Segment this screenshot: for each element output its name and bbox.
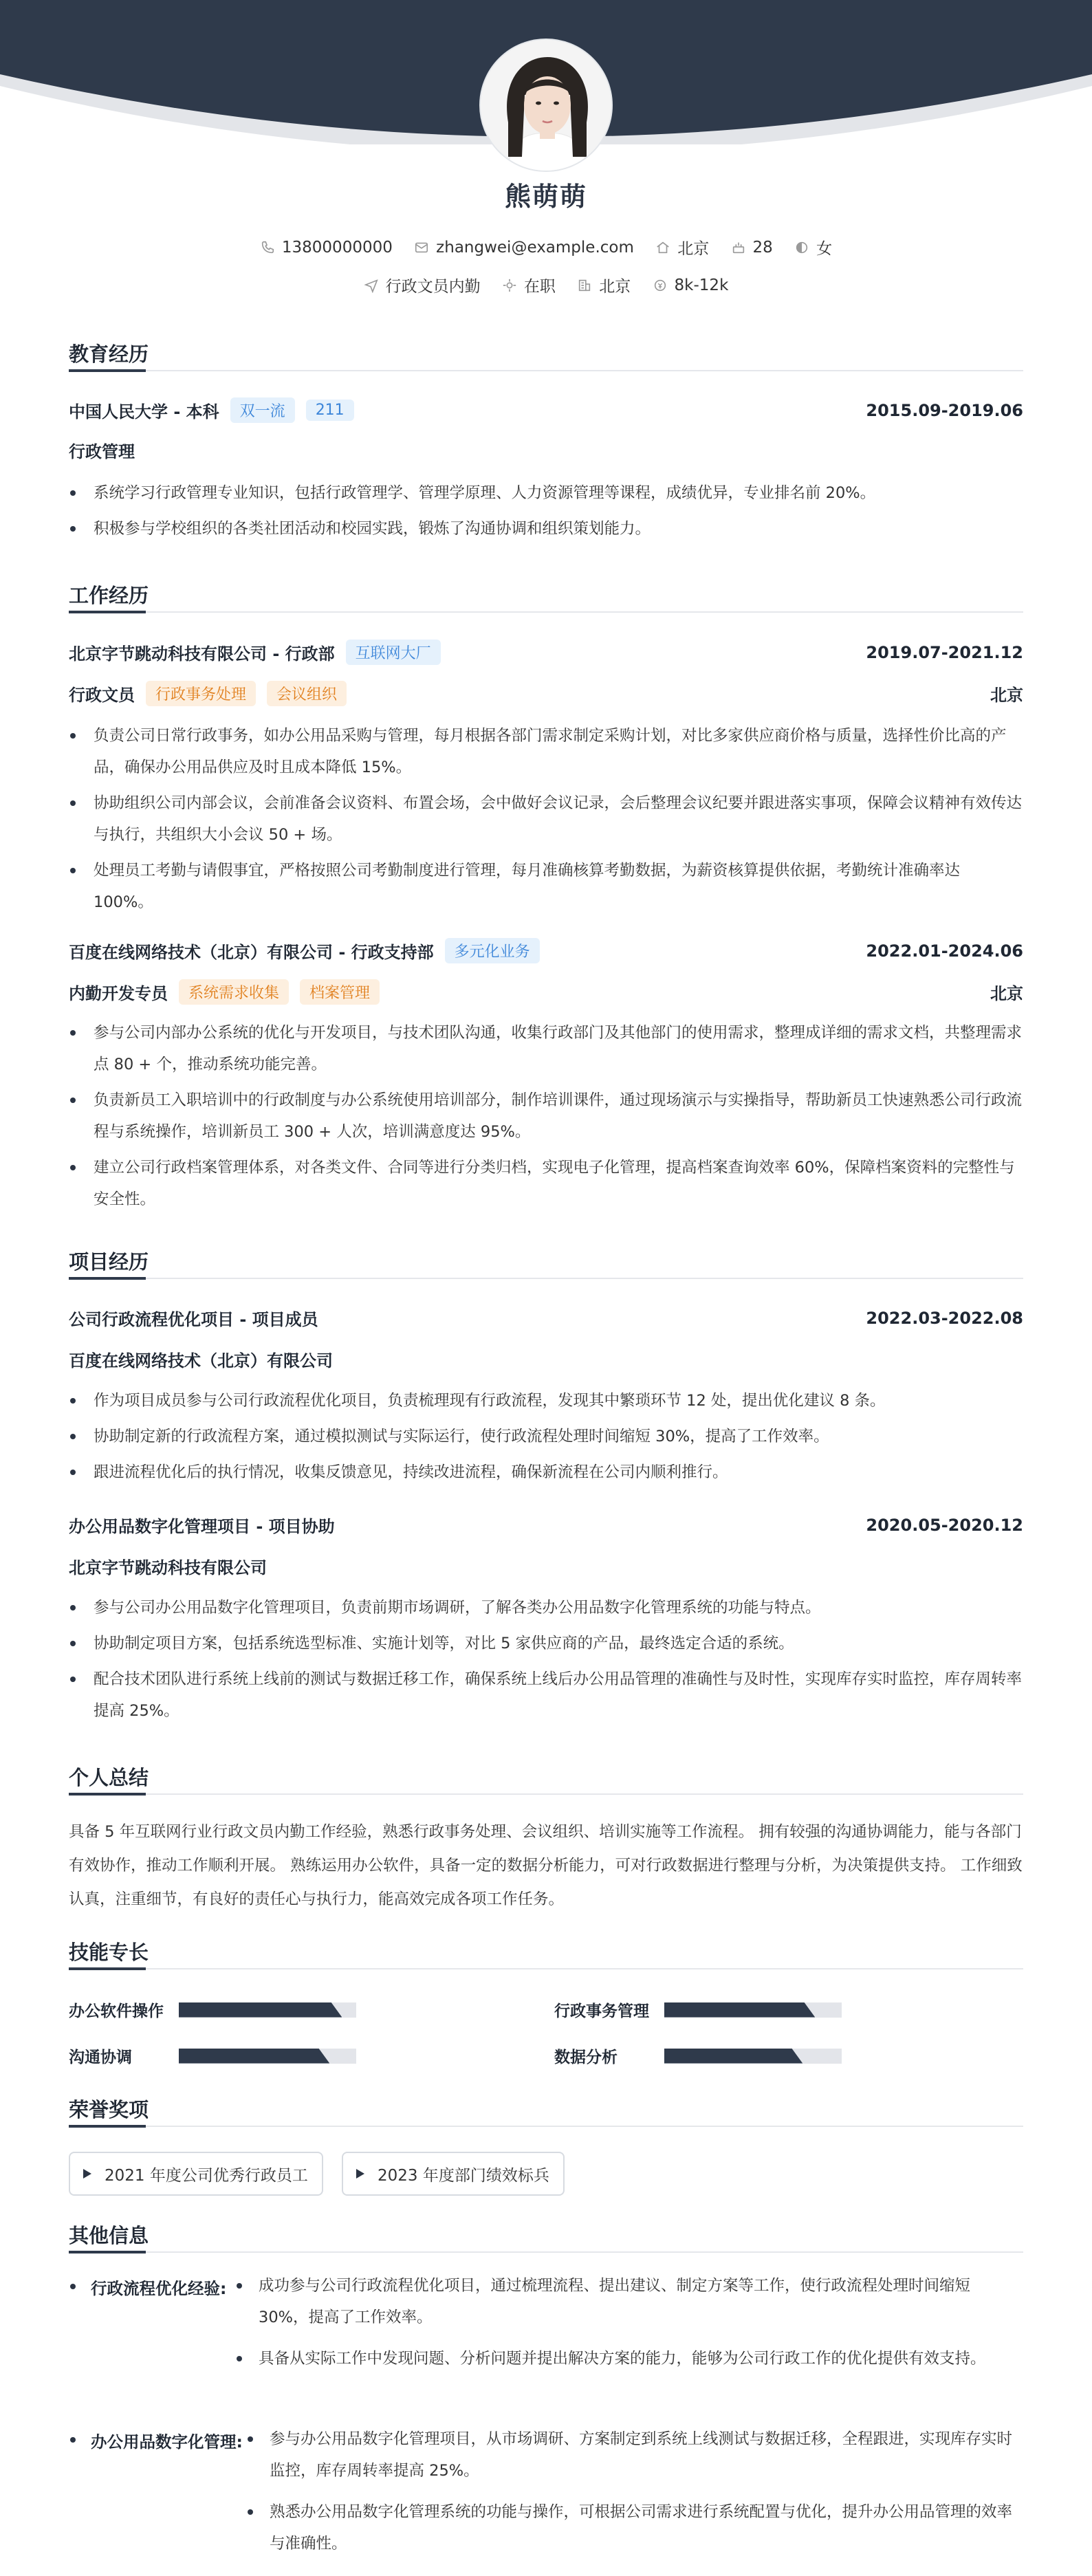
- skill-bar-fill: [179, 2002, 342, 2018]
- home-icon: [655, 240, 670, 255]
- project-date: 2020.05-2020.12: [866, 1515, 1023, 1535]
- other-item-list: [246, 2423, 1023, 2569]
- major-row: [69, 438, 1023, 462]
- status-value: 在职: [523, 278, 556, 296]
- age-value: 28: [752, 238, 773, 256]
- work-date: 2019.07-2021.12: [866, 642, 1023, 662]
- divider: [69, 1793, 1023, 1795]
- other-item: [69, 2275, 1023, 2392]
- skill-bar: [179, 2002, 356, 2018]
- position-value: 行政文员内勤: [385, 278, 481, 296]
- project-date: 2022.03-2022.08: [866, 1308, 1023, 1328]
- work-bullets: [69, 720, 1023, 922]
- project-company-row: [69, 1554, 1023, 1578]
- mail-icon: [414, 240, 429, 255]
- status-icon: [502, 278, 517, 293]
- send-icon: [364, 278, 379, 293]
- gender-item: [794, 236, 832, 259]
- email-value: zhangwei@example.com: [436, 238, 634, 256]
- salary-value: 8k-12k: [674, 276, 729, 294]
- skill-item: [554, 2044, 842, 2067]
- list-item: 负责新员工入职培训中的行政制度与办公系统使用培训部分，制作培训课件，通过现场演示与实操指导，帮助新员工快速熟悉公司行政流程与系统操作，培训新员工 300 + 人次，培训满意度达 95%。: [69, 1084, 1023, 1148]
- work-city: 北京: [990, 984, 1023, 1003]
- divider: [69, 370, 1023, 371]
- major: 行政管理: [69, 442, 135, 461]
- salary-item: [653, 276, 729, 294]
- work-bullets: [69, 1017, 1023, 1219]
- role-tag: 会议组织: [267, 681, 347, 706]
- contact-row: [0, 236, 1092, 259]
- school-tag: 211: [306, 400, 354, 421]
- school-name: 中国人民大学 - 本科: [69, 402, 219, 422]
- play-icon: [83, 2168, 92, 2179]
- project-header: [69, 1306, 1023, 1330]
- role-row: [69, 681, 1023, 706]
- age-item: [731, 239, 773, 256]
- phone-icon: [260, 240, 275, 255]
- divider-accent: [69, 2125, 146, 2128]
- location-value: 北京: [677, 240, 710, 258]
- skill-item: [69, 1998, 356, 2021]
- divider: [69, 2251, 1023, 2253]
- building-icon: [577, 278, 592, 293]
- project-header: [69, 1513, 1023, 1537]
- list-item: 跟进流程优化后的执行情况，收集反馈意见，持续改进流程，确保新流程在公司内顺利推行。: [69, 1456, 1023, 1488]
- section-title-work: 工作经历: [69, 584, 149, 607]
- section-title-projects: 项目经历: [69, 1250, 149, 1274]
- list-item: 积极参与学校组织的各类社团活动和校园实践，锻炼了沟通协调和组织策划能力。: [69, 513, 1023, 545]
- candidate-name: 熊萌萌: [504, 182, 587, 212]
- summary-text: 具备 5 年互联网行业行政文员内勤工作经验，熟悉行政事务处理、会议组织、培训实施等工作流程。 拥有较强的沟通协调能力，能与各部门有效协作，推动工作顺利开展。 熟练运用办公软件，具备一定的数据分析能力，可对行政数据进行整理与分析，为决策提供支持。 工作细致认真，注重细节，有良好的责任心与执行力，能高效完成各项工作任务。: [69, 1823, 1023, 1908]
- school-tag: 双一流: [230, 397, 295, 423]
- project-company-row: [69, 1347, 1023, 1371]
- education-header: [69, 397, 1023, 423]
- section-title-other: 其他信息: [69, 2224, 149, 2247]
- list-item: 负责公司日常行政事务，如办公用品采购与管理，每月根据各部门需求制定采购计划，对比多家供应商价格与质量，选择性价比高的产品，确保办公用品供应及时且成本降低 15%。: [69, 720, 1023, 783]
- work-header: [69, 938, 1023, 963]
- divider: [69, 2126, 1023, 2127]
- skill-name: 数据分析: [554, 2049, 618, 2066]
- section-title-awards: 荣誉奖项: [69, 2098, 149, 2121]
- role-row: [69, 979, 1023, 1005]
- list-item: 参与公司内部办公系统的优化与开发项目，与技术团队沟通，收集行政部门及其他部门的使用需求，整理成详细的需求文档，共整理需求点 80 + 个，推动系统功能完善。: [69, 1017, 1023, 1080]
- divider-accent: [69, 611, 146, 613]
- list-item: 参与办公用品数字化管理项目，从市场调研、方案制定到系统上线测试与数据迁移，全程跟进，实现库存实时监控，库存周转率提高 25%。: [246, 2423, 1023, 2487]
- skill-bar: [179, 2049, 356, 2064]
- location-item: [655, 236, 709, 259]
- role-tag: 系统需求收集: [179, 979, 289, 1005]
- award-label: 2023 年度部门绩效标兵: [378, 2166, 549, 2185]
- other-item-list: [235, 2270, 1023, 2384]
- company-tag: 互联网大厂: [346, 640, 441, 665]
- education-date: 2015.09-2019.06: [866, 400, 1023, 420]
- divider-accent: [69, 1277, 146, 1280]
- email-item: [414, 239, 634, 256]
- list-item: 具备从实际工作中发现问题、分析问题并提出解决方案的能力，能够为公司行政工作的优化提供有效支持。: [235, 2343, 1023, 2375]
- list-item: 熟悉办公用品数字化管理系统的功能与操作，可根据公司需求进行系统配置与优化，提升办公用品管理的效率与准确性。: [246, 2496, 1023, 2559]
- project-company: 百度在线网络技术（北京）有限公司: [69, 1351, 333, 1371]
- project-name: 公司行政流程优化项目 - 项目成员: [69, 1310, 318, 1329]
- list-item: 处理员工考勤与请假事宜，严格按照公司考勤制度进行管理，每月准确核算考勤数据，为薪资核算提供依据，考勤统计准确率达 100%。: [69, 855, 1023, 918]
- list-item: 协助制定项目方案，包括系统选型标准、实施计划等，对比 5 家供应商的产品，最终选定合适的系统。: [69, 1628, 1023, 1659]
- award-chip: [69, 2152, 323, 2196]
- work-city: 北京: [990, 686, 1023, 705]
- award-label: 2021 年度公司优秀行政员工: [105, 2166, 308, 2185]
- cake-icon: [731, 240, 746, 255]
- section-title-summary: 个人总结: [69, 1766, 149, 1789]
- work-header: [69, 640, 1023, 665]
- other-item-title: 办公用品数字化管理:: [69, 2429, 243, 2452]
- education-bullets: [69, 477, 1023, 549]
- divider-accent: [69, 369, 146, 372]
- intent-row: [0, 274, 1092, 297]
- divider: [69, 1968, 1023, 1969]
- award-chip: [342, 2152, 565, 2196]
- role-title: 行政文员: [69, 686, 135, 705]
- city-value: 北京: [599, 278, 631, 296]
- skill-name: 办公软件操作: [69, 2002, 164, 2020]
- list-item: 建立公司行政档案管理体系，对各类文件、合同等进行分类归档，实现电子化管理，提高档案查询效率 60%，保障档案资料的完整性与安全性。: [69, 1152, 1023, 1215]
- list-item: 系统学习行政管理专业知识，包括行政管理学、管理学原理、人力资源管理等课程，成绩优异，专业排名前 20%。: [69, 477, 1023, 509]
- divider-accent: [69, 1967, 146, 1970]
- company-name: 北京字节跳动科技有限公司 - 行政部: [69, 644, 335, 664]
- divider: [69, 1278, 1023, 1279]
- other-item: [69, 2429, 1023, 2566]
- status-item: [502, 274, 556, 296]
- project-bullets: [69, 1385, 1023, 1492]
- skill-bar: [664, 2002, 842, 2018]
- position-item: [364, 274, 481, 296]
- list-item: 协助制定新的行政流程方案，通过模拟测试与实际运行，使行政流程处理时间缩短 30%，提高了工作效率。: [69, 1421, 1023, 1452]
- play-icon: [356, 2168, 365, 2179]
- skill-item: [554, 1998, 842, 2021]
- skill-item: [69, 2044, 356, 2067]
- city-item: [577, 274, 631, 296]
- avatar: [479, 39, 613, 172]
- role-title: 内勤开发专员: [69, 984, 168, 1003]
- section-title-skills: 技能专长: [69, 1941, 149, 1964]
- other-item-title: 行政流程优化经验:: [69, 2275, 226, 2299]
- company-tag: 多元化业务: [445, 938, 540, 963]
- phone-value: 13800000000: [281, 238, 393, 256]
- role-tag: 行政事务处理: [146, 681, 256, 706]
- role-tag: 档案管理: [300, 979, 380, 1005]
- gender-icon: [794, 240, 809, 255]
- skill-bar: [664, 2049, 842, 2064]
- phone-item: [260, 239, 393, 256]
- coin-icon: [653, 278, 668, 293]
- skill-name: 沟通协调: [69, 2049, 132, 2066]
- divider-accent: [69, 2251, 146, 2253]
- project-name: 办公用品数字化管理项目 - 项目协助: [69, 1517, 335, 1536]
- section-title-education: 教育经历: [69, 342, 149, 366]
- list-item: 作为项目成员参与公司行政流程优化项目，负责梳理现有行政流程，发现其中繁琐环节 12 处，提出优化建议 8 条。: [69, 1385, 1023, 1417]
- list-item: 成功参与公司行政流程优化项目，通过梳理流程、提出建议、制定方案等工作，使行政流程处理时间缩短 30%，提高了工作效率。: [235, 2270, 1023, 2333]
- list-item: 协助组织公司内部会议，会前准备会议资料、布置会场，会中做好会议记录，会后整理会议纪要并跟进落实事项，保障会议精神有效传达与执行，共组织大小会议 50 + 场。: [69, 787, 1023, 851]
- list-item: 配合技术团队进行系统上线前的测试与数据迁移工作，确保系统上线后办公用品管理的准确性与及时性，实现库存实时监控，库存周转率提高 25%。: [69, 1663, 1023, 1727]
- skill-name: 行政事务管理: [554, 2002, 649, 2020]
- work-date: 2022.01-2024.06: [866, 941, 1023, 961]
- skill-bar-fill: [179, 2049, 329, 2064]
- divider: [69, 611, 1023, 613]
- divider-accent: [69, 1793, 146, 1795]
- list-item: 参与公司办公用品数字化管理项目，负责前期市场调研，了解各类办公用品数字化管理系统的功能与特点。: [69, 1592, 1023, 1624]
- gender-value: 女: [816, 240, 833, 258]
- skill-bar-fill: [664, 2049, 802, 2064]
- skill-bar-fill: [664, 2002, 815, 2018]
- project-company: 北京字节跳动科技有限公司: [69, 1558, 267, 1578]
- project-bullets: [69, 1592, 1023, 1731]
- company-name: 百度在线网络技术（北京）有限公司 - 行政支持部: [69, 943, 434, 962]
